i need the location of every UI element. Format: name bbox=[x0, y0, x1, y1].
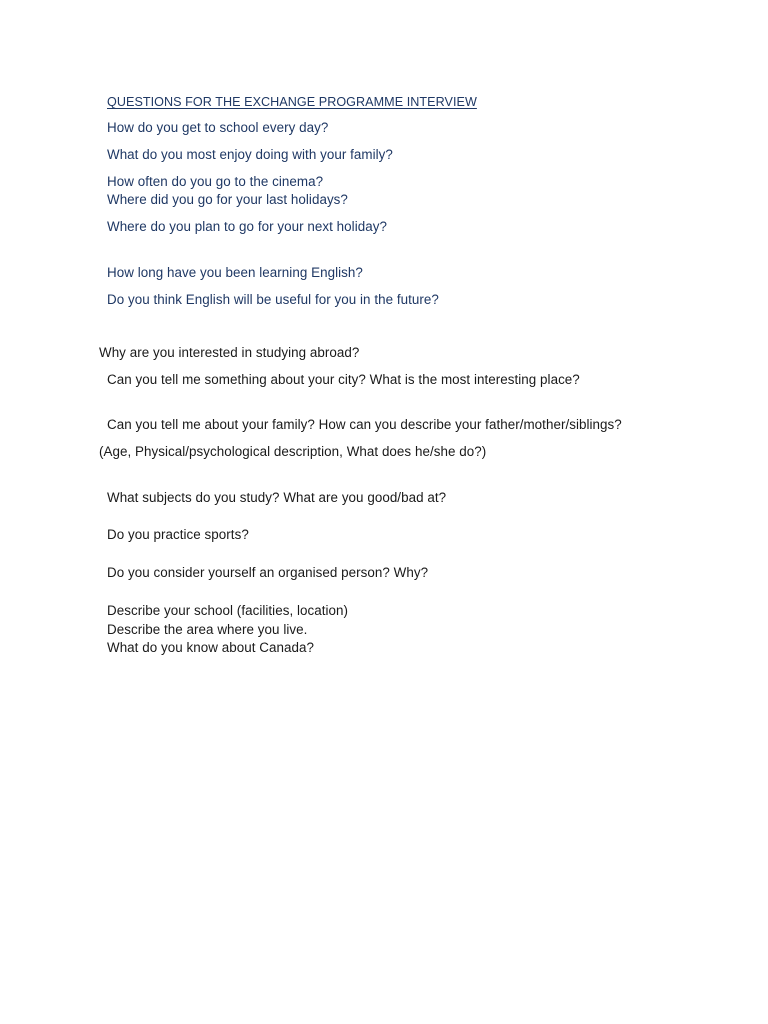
question-line: Do you consider yourself an organised person? Why? bbox=[107, 565, 429, 580]
question-line: Can you tell me something about your city? What is the most interesting place? bbox=[107, 372, 580, 387]
question-line: How long have you been learning English? bbox=[107, 265, 363, 280]
question-line: Describe your school (facilities, location) bbox=[107, 603, 349, 618]
document-title: QUESTIONS FOR THE EXCHANGE PROGRAMME INTERVIEW bbox=[107, 95, 477, 109]
question-line: How do you get to school every day? bbox=[107, 120, 329, 135]
question-line: (Age, Physical/psychological description, What does he/she do?) bbox=[99, 444, 487, 459]
question-line: Can you tell me about your family? How can you describe your father/mother/siblings? bbox=[107, 417, 622, 432]
question-line: Describe the area where you live. bbox=[107, 622, 308, 637]
question-line: Where did you go for your last holidays? bbox=[107, 192, 348, 207]
question-line: What do you know about Canada? bbox=[107, 640, 314, 655]
question-line: What subjects do you study? What are you good/bad at? bbox=[107, 490, 447, 505]
question-line: What do you most enjoy doing with your family? bbox=[107, 147, 393, 162]
question-line: Why are you interested in studying abroad? bbox=[99, 345, 360, 360]
question-line: Do you think English will be useful for you in the future? bbox=[107, 292, 439, 307]
question-line: Do you practice sports? bbox=[107, 527, 249, 542]
question-line: How often do you go to the cinema? bbox=[107, 174, 324, 189]
question-line: Where do you plan to go for your next holiday? bbox=[107, 219, 387, 234]
